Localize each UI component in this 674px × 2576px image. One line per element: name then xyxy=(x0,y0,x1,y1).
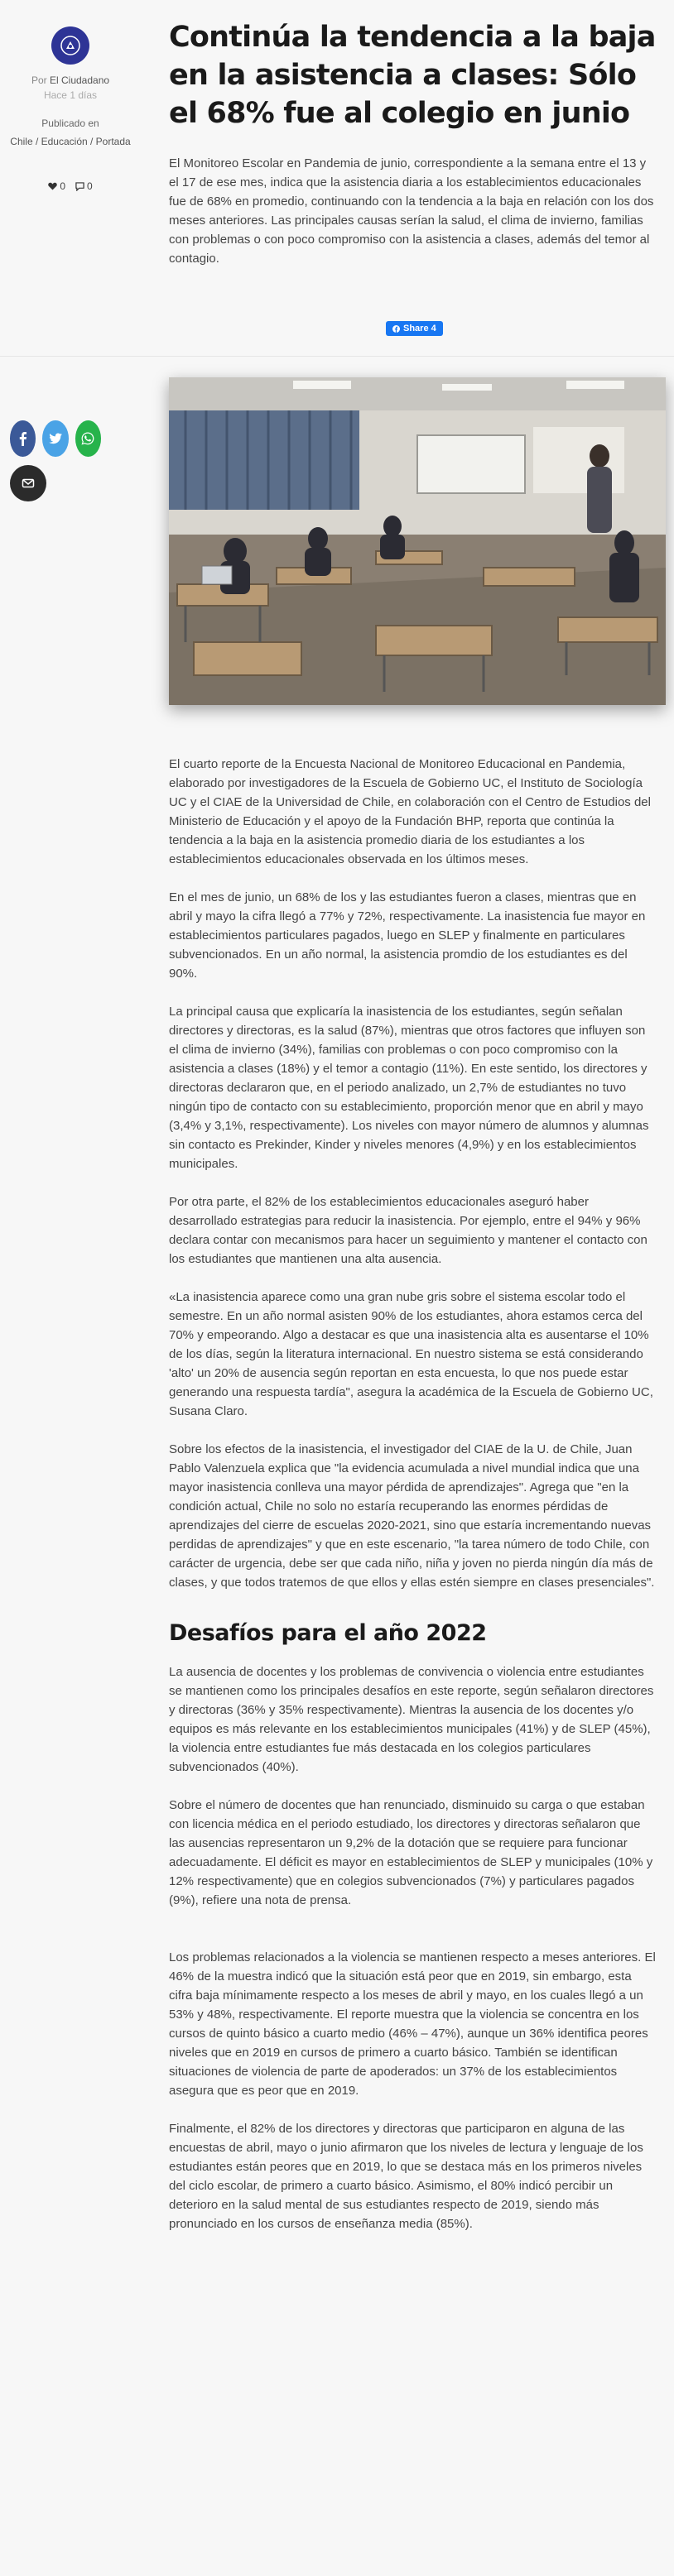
article-paragraph: La principal causa que explicaría la inasistencia de los estudiantes, según señalan directores y directoras, es la salud (87%), mientras que otros factores que influyen son el clima de invierno (34%), familias con problemas o con poco compromiso con la asistencia a clases (18%) y el temor a contagio (11%). En este sentido, los directores y directoras declararon que, en el periodo analizado, un 2,7% de estudiantes no tuvo ningún tipo de contacto con su establecimiento, proporción menor que en abril y mayo (3,4% y 3,1%, respectivamente). Los niveles con mayor número de alumnos y alumnas sin contacto es Prekinder, Kinder y niveles menores (4,9%) y en los establecimientos municipales. xyxy=(169,1005,649,1171)
facebook-icon xyxy=(16,431,31,446)
article-paragraph: Sobre los efectos de la inasistencia, el investigador del CIAE de la U. de Chile, Juan Pablo Valenzuela explica que "la evidencia acumulada a nivel mundial indica que una mayor inasistencia conlleva una mayor pérdida de aprendizajes". Agrega que "en la condición actual, Chile no solo no estaría recuperando las enormes pérdidas de aprendizajes del cierre de escuelas 2020-2021, sino que estaría incrementando nuevas perdidas de aprendizajes" y que en este escenario, "la tarea número de todo Chile, con carácter de urgencia, debe ser que cada niño, niña y joven no pierda ningún día más de clases, y que todos tratemos de que ellos y ellas estén siempre en clases presenciales". xyxy=(169,1442,655,1590)
article-paragraph: Finalmente, el 82% de los directores y directoras que participaron en alguna de las encuestas de abril, mayo o junio afirmaron que los niveles de lectura y lenguaje de los estudiantes están peores que en 2019, lo que se destaca más en los primeros niveles del ciclo escolar, de primero a cuarto básico. Asimismo, el 80% indicó percibir un deterioro en la salud mental de sus estudiantes respecto de 2019, siendo más pronunciado en los cursos de enseñanza media (85%). xyxy=(169,2122,643,2231)
byline-prefix: Por xyxy=(31,74,47,86)
social-share-bar xyxy=(10,420,101,510)
article-paragraph: El cuarto reporte de la Encuesta Nacional de Monitoreo Educacional en Pandemia, elaborado por investigadores de la Escuela de Gobierno UC, el Instituto de Sociología UC y el CIAE de la Universidad de Chile, en colaboración con el Centro de Estudios del Ministerio de Educación y el apoyo de la Fundación BHP, reporta que continúa la tendencia a la baja en la asistencia promedio diaria de los estudiantes a los establecimientos educacionales observada en los últimos meses. xyxy=(169,757,651,866)
article-paragraph: «La inasistencia aparece como una gran nube gris sobre el sistema escolar todo el semestre. En un año normal asisten 90% de los estudiantes, ahora estamos cerca del 70% y empeorando. Algo a destacar es que una inasistencia alta es ausentarse el 10% de los días, según la literatura internacional. En nuestro sistema se está considerando 'alto' un 20% de ausencia según reportan en esta encuesta, lo que nos puede estar generando una respuesta tardía", asegura la académica de la Escuela de Gobierno UC, Susana Claro. xyxy=(169,1290,653,1418)
published-in-label: Publicado en xyxy=(41,118,99,129)
page-title: Continúa la tendencia a la baja en la asistencia a clases: Sólo el 68% fue al colegio en junio xyxy=(169,21,656,130)
share-whatsapp-button[interactable] xyxy=(75,420,101,457)
logo-icon xyxy=(60,35,81,56)
section-heading: Desafíos para el año 2022 xyxy=(169,1620,487,1646)
article-paragraph: Los problemas relacionados a la violencia se mantienen respecto a meses anteriores. El 46% de la muestra indicó que la situación está peor que en 2019, sin embargo, esta cifra baja mínimamente respecto a los meses de abril y mayo, en los cuales llegó a un 53% y 48%, respectivamente. El reporte muestra que la violencia se concentra en los cursos de quinto básico a cuarto medio (46% – 47%), aunque un 36% identifica peores niveles que en 2019 en cursos de primero a cuarto básico. También se identifican situaciones de violencia de parte de apoderados: un 37% de los establecimientos asegura que es peor que en 2019. xyxy=(169,1950,656,2098)
share-twitter-button[interactable] xyxy=(42,420,68,457)
twitter-icon xyxy=(48,431,63,446)
email-icon xyxy=(21,476,36,491)
article-paragraph: Por otra parte, el 82% de los establecimientos educacionales aseguró haber desarrollado estrategias para reducir la inasistencia. Por ejemplo, entre el 94% y 96% declara contar con mecanismos para hacer un seguimiento y mantener el contacto con los estudiantes que mantienen una alta ausencia. xyxy=(169,1195,648,1266)
share-facebook-button[interactable] xyxy=(10,420,36,457)
featured-image xyxy=(169,377,666,705)
spacer xyxy=(169,1929,657,1948)
comment-icon xyxy=(75,182,84,191)
facebook-icon xyxy=(392,325,400,333)
article-paragraph: En el mes de junio, un 68% de los y las estudiantes fueron a clases, mientras que en abril y mayo la cifra llegó a 77% y 72%, respectivamente. La inasistencia fue mayor en establecimientos particulares pagados, luego en SLEP y finalmente en particulares subvencionados. En un año normal, la asistencia promdio de los estudiantes es del 90%. xyxy=(169,890,646,981)
category-links[interactable]: Chile / Educación / Portada xyxy=(10,136,131,147)
like-count[interactable]: 0 xyxy=(48,180,65,192)
post-date: Hace 1 días xyxy=(43,89,98,101)
avatar[interactable] xyxy=(51,26,89,65)
article-paragraph: La ausencia de docentes y los problemas de convivencia o violencia entre estudiantes se mantienen como los principales desafíos en este reporte, según señalaron directores y directoras (36% y 35% respectivamente). Mientras la ausencia de los docentes y/o equipos es más relevante en los establecimientos municipales (41%) y de SLEP (45%), la violencia entre estudiantes fue más destacada en los colegios particulares subvencionados (40%). xyxy=(169,1665,654,1774)
whatsapp-icon xyxy=(80,431,95,446)
reaction-counts xyxy=(0,180,141,192)
comment-count[interactable]: 0 xyxy=(75,180,93,192)
article-paragraph: Sobre el número de docentes que han renunciado, disminuido su carga o que estaban con licencia médica en el periodo estudiado, los directores y directoras señalaron que las ausencias representaron un 9,2% de la dotación que se requiere para funcionar adecuadamente. El déficit es mayor en establecimientos de SLEP y municipales (10% y 12% respectivamente) que en colegios subvencionados (7%) y particulares pagados (9%), refiere una nota de prensa. xyxy=(169,1798,653,1907)
share-email-button[interactable] xyxy=(10,465,46,501)
classroom-photo xyxy=(169,377,666,705)
article-lead: El Monitoreo Escolar en Pandemia de junio, correspondiente a la semana entre el 13 y el 17 de ese mes, indica que la asistencia diaria a los establecimientos educacionales fue de 68% en promedio, continuando con la tendencia a la baja en relación con los dos meses anteriores. Las principales causas serían la salud, el clima de invierno, familias con problemas o con poco compromiso con la asistencia a clases, además del temor al contagio. xyxy=(169,156,654,266)
heart-icon xyxy=(48,182,57,190)
header-divider xyxy=(0,356,674,357)
author-link[interactable]: El Ciudadano xyxy=(49,74,110,86)
byline xyxy=(0,74,141,86)
facebook-share-button[interactable]: Share 4 xyxy=(386,321,443,336)
author-sidebar xyxy=(0,18,141,192)
article-body xyxy=(169,755,657,2252)
article-header xyxy=(169,18,657,268)
